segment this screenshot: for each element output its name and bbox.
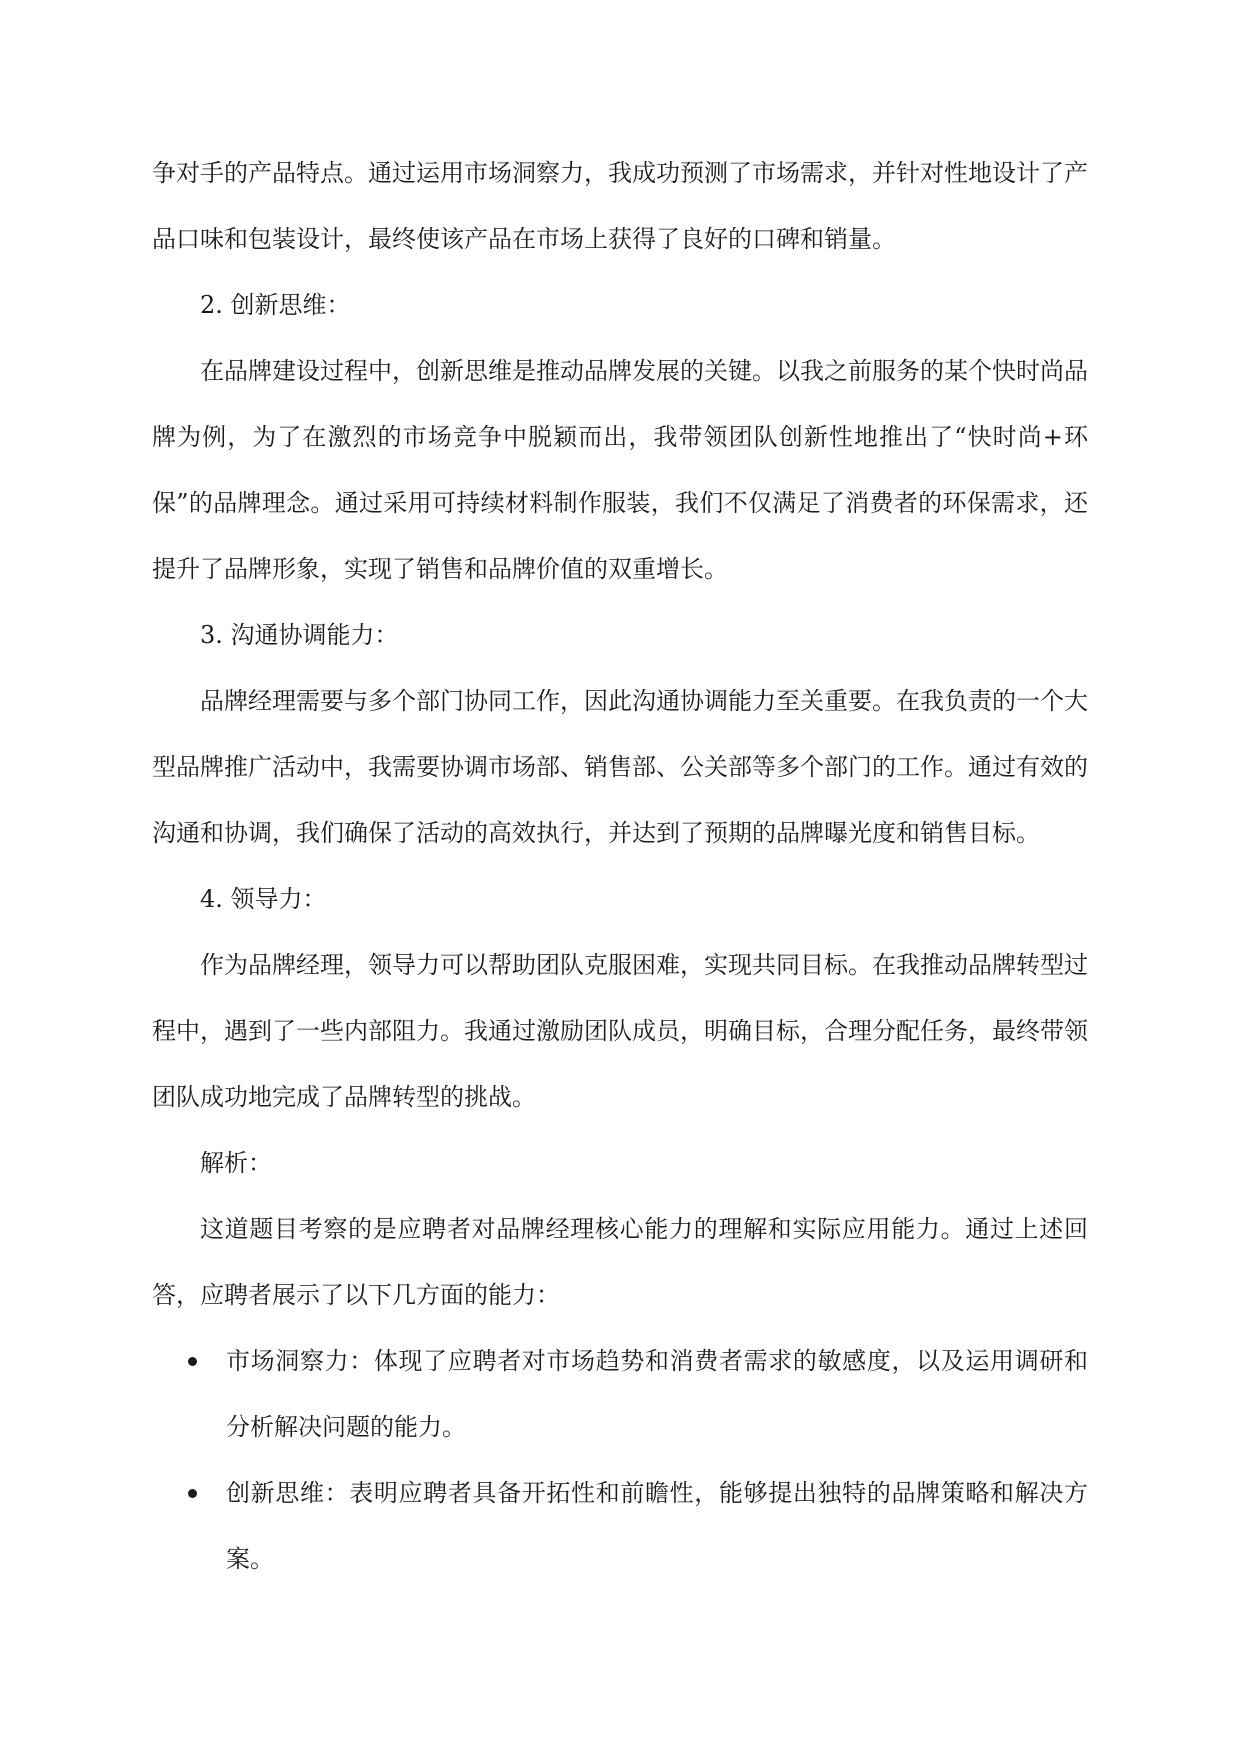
paragraph-leadership: 作为品牌经理，领导力可以帮助团队克服困难，实现共同目标。在我推动品牌转型过程中，遇到了一些内部阻力。我通过激励团队成员，明确目标，合理分配任务，最终带领团队成功地完成了品牌转型的挑战。 [152,951,1088,1111]
list-item-text: 创新思维：表明应聘者具备开拓性和前瞻性，能够提出独特的品牌策略和解决方案。 [226,1479,1088,1573]
ability-list [152,1328,1088,1592]
paragraph-analysis: 这道题目考察的是应聘者对品牌经理核心能力的理解和实际应用能力。通过上述回答，应聘者展示了以下几方面的能力： [152,1215,1088,1309]
bullet-icon [188,1357,197,1366]
paragraph-communication: 品牌经理需要与多个部门协同工作，因此沟通协调能力至关重要。在我负责的一个大型品牌推广活动中，我需要协调市场部、销售部、公关部等多个部门的工作。通过有效的沟通和协调，我们确保了活动的高效执行，并达到了预期的品牌曝光度和销售目标。 [152,687,1088,847]
paragraph-continuation: 争对手的产品特点。通过运用市场洞察力，我成功预测了市场需求，并针对性地设计了产品口味和包装设计，最终使该产品在市场上获得了良好的口碑和销量。 [152,159,1088,253]
heading-leadership: 4. 领导力： [200,885,327,913]
list-item-text: 市场洞察力：体现了应聘者对市场趋势和消费者需求的敏感度，以及运用调研和分析解决问题的能力。 [226,1347,1088,1441]
paragraph-innovative-thinking: 在品牌建设过程中，创新思维是推动品牌发展的关键。以我之前服务的某个快时尚品牌为例，为了在激烈的市场竞争中脱颖而出，我带领团队创新性地推出了“快时尚+环保”的品牌理念。通过采用可持续材料制作服装，我们不仅满足了消费者的环保需求，还提升了品牌形象，实现了销售和品牌价值的双重增长。 [152,357,1088,583]
list-item [152,1460,1088,1592]
heading-communication: 3. 沟通协调能力： [200,621,399,649]
heading-innovative-thinking: 2. 创新思维： [200,291,351,319]
heading-analysis: 解析： [200,1149,272,1177]
list-item [152,1328,1088,1460]
bullet-icon [188,1489,197,1498]
document-body [152,140,1088,1592]
